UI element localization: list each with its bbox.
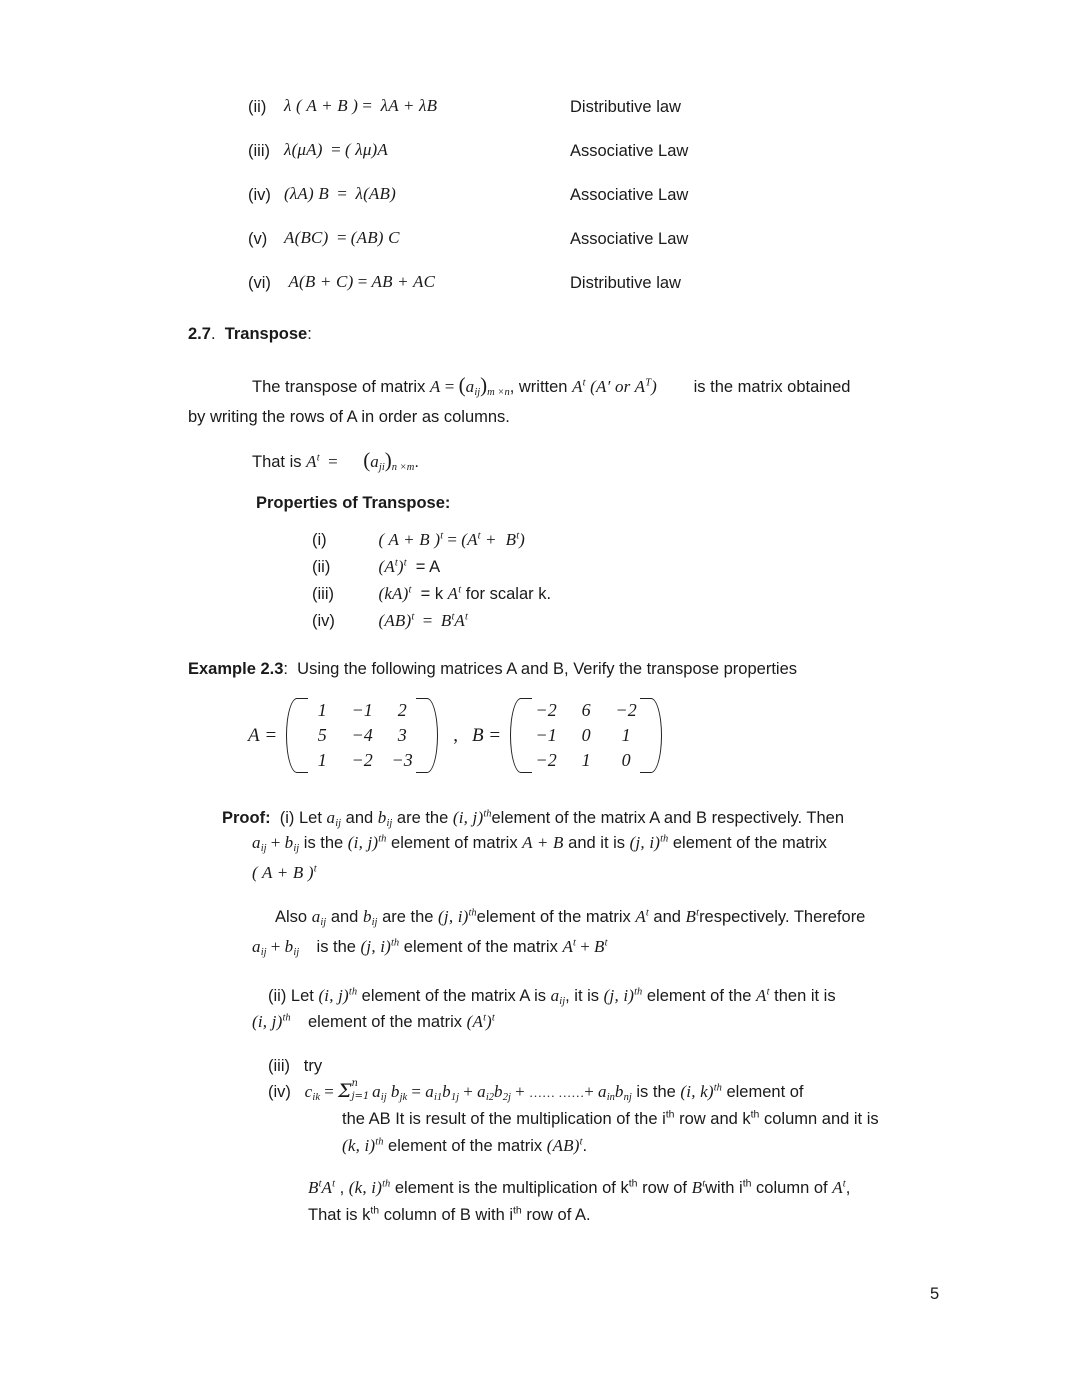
- matrix-cell: 2: [397, 700, 407, 720]
- proof-i-c: are the: [392, 809, 453, 827]
- proof-also-line-1: Also $a_{ij}$ and $b_{ij}$ are the (j, i)$^{th}$element of the matrix $A^t$ and $B^trespectively$. Therefore: [275, 907, 866, 928]
- definition-text-a: The transpose of matrix: [252, 378, 430, 396]
- proof-i2-c: A + B: [522, 833, 564, 852]
- matrix-cell: −2: [615, 700, 637, 720]
- matrix-cell: 6: [581, 700, 591, 720]
- law-row: [248, 186, 948, 230]
- law-equation: A(BC) = (AB) C: [284, 228, 400, 247]
- summation-icon: Σ n j=1: [338, 1078, 370, 1102]
- proof-iii-line: [268, 1057, 322, 1076]
- proof-also2-b: element of the matrix: [399, 938, 563, 956]
- proof-last2-c: row of A.: [521, 1206, 591, 1224]
- property-item: [312, 530, 551, 557]
- matrix-cell: −1: [535, 725, 557, 745]
- proof-i2-e: element of the matrix: [668, 834, 827, 852]
- law-name: Distributive law: [570, 98, 681, 116]
- proof-i2-a: is the: [299, 834, 348, 852]
- proof-iv-line-2: the AB It is result of the multiplication of the $i^{th}$ row and $k^{th}$ column and it is: [342, 1108, 879, 1128]
- property-scalar-suffix: for scalar k.: [465, 585, 552, 603]
- matrix-a: [283, 697, 441, 774]
- example-text: Using the following matrices A and B, Verify the transpose properties: [297, 660, 798, 678]
- property-equation: ( A + B )$^t = (A^t + B^t)$: [378, 530, 525, 549]
- example-colon: :: [283, 660, 288, 678]
- law-label: (iii): [248, 142, 270, 160]
- law-label: (v): [248, 230, 268, 248]
- proof-last-f: ,: [845, 1179, 851, 1197]
- law-equation: λ ( A + B ) = λA + λB: [284, 96, 438, 115]
- matrix-cell: 0: [581, 725, 591, 745]
- proof-iv-tail-a: is the: [631, 1083, 681, 1101]
- transpose-that-is-line: That is $A^t$ = $(a_{ji})_{n \times m}$.: [252, 448, 419, 473]
- definition-text-c: , written: [509, 378, 573, 396]
- matrix-b-name: B =: [471, 724, 502, 746]
- proof-iii-label: (iii): [268, 1057, 290, 1075]
- example-heading: [188, 660, 797, 679]
- proof-ii-e: then it is: [769, 987, 836, 1005]
- section-heading-transpose: 2.7. Transpose:: [188, 325, 312, 343]
- proof-iv-tail-b: element of: [721, 1083, 804, 1101]
- proof-last-e: column of: [751, 1179, 833, 1197]
- law-row: [248, 230, 948, 274]
- proof-ii-d: element of the: [642, 987, 757, 1005]
- proof-i-a: (i) Let: [279, 809, 327, 827]
- definition-subscript-mn: m ×n: [487, 387, 510, 398]
- law-row: [248, 274, 948, 318]
- proof-ii-a: (ii) Let: [268, 987, 319, 1005]
- proof-iv2-c: column and it is: [759, 1110, 879, 1128]
- proof-last-b: element is the multiplication of k: [390, 1179, 629, 1197]
- proof-iv-label: (iv): [268, 1083, 291, 1101]
- proof-iii-text: try: [303, 1057, 323, 1075]
- proof-also-d: element of the matrix: [476, 908, 636, 926]
- matrix-a-grid: [296, 697, 428, 774]
- properties-heading: Properties of Transpose:: [256, 494, 451, 512]
- transpose-definition-line1: The transpose of matrix $A = (a_{ij})_{m \times n}$, written $A^t$ (A′ or $A^T$) is the matrix obtained: [252, 373, 851, 398]
- that-is-period: .: [414, 453, 419, 471]
- example-label: Example 2.3: [188, 660, 284, 678]
- law-name: Associative Law: [570, 186, 689, 204]
- law-row: [248, 142, 948, 186]
- property-equation: (kA)$^t$ = k $A^t$ for scalar k.: [378, 584, 552, 603]
- proof-ii-c: , it is: [565, 987, 604, 1005]
- proof-line-3: ( A + B )$^t$: [252, 863, 317, 882]
- right-paren-a: [428, 697, 441, 774]
- law-label: (iv): [248, 186, 271, 204]
- that-is-label: That is: [252, 453, 307, 471]
- proof-last2-a: That is k: [308, 1206, 371, 1224]
- matrix-cell: 1: [317, 750, 327, 770]
- scalar-multiplication-laws-list: [248, 98, 948, 318]
- property-equation: $(AB)^t = B^tA^t$: [378, 611, 468, 630]
- proof-also-e: and: [648, 908, 686, 926]
- section-colon: :: [307, 325, 312, 343]
- law-row: [248, 98, 948, 142]
- property-label: (i): [312, 531, 327, 549]
- proof-line-1: Proof: (i) Let $a_{ij}$ and $b_{ij}$ are the (i, j)$^{th}$element of the matrix A and B respectively. Then: [222, 808, 844, 829]
- proof-i2-b: element of matrix: [386, 834, 523, 852]
- proof-also-f: respectively. Therefore: [699, 908, 866, 926]
- property-item: [312, 557, 551, 584]
- law-equation: A(B + C) = AB + AC: [284, 272, 436, 291]
- property-item: [312, 611, 551, 638]
- proof-iv2-a: the AB It is result of the multiplication of the i: [342, 1110, 666, 1128]
- proof-last2-b: column of B with i: [379, 1206, 514, 1224]
- matrix-cell: 1: [317, 700, 327, 720]
- proof-iv-line-1: (iv) $c_{ik} = \Sigma$ n j=1 $a_{ij}$ $b_{jk} = a_{i1}b_{1j} + a_{i2}b_{2j}$ + …… ……+ $a_{in}b_{nj}$ is the (i, k)$^{th}$ element of: [268, 1078, 804, 1103]
- proof-i-d: element of the matrix A and B respectively. Then: [491, 809, 844, 827]
- proof-i-b: and: [341, 809, 378, 827]
- property-equation: $(A^t)^t = A$: [378, 557, 441, 576]
- section-number: 2.7: [188, 325, 211, 343]
- property-label: (iv): [312, 612, 335, 630]
- matrix-cell: −2: [351, 750, 373, 770]
- law-name: Distributive law: [570, 274, 681, 292]
- proof-iv-line-3: (k, i)$^{th}$ element of the matrix (AB)$^t$.: [342, 1136, 588, 1155]
- matrix-cell: 5: [317, 725, 327, 745]
- proof-last-a: ,: [335, 1179, 349, 1197]
- property-label: (iii): [312, 585, 334, 603]
- proof-last-c: row of: [637, 1179, 692, 1197]
- property-label: (ii): [312, 558, 331, 576]
- proof-also-c: are the: [377, 908, 439, 926]
- properties-list: [312, 530, 551, 638]
- left-paren-a: [283, 697, 296, 774]
- example-matrices: [248, 697, 665, 774]
- matrix-cell: 1: [621, 725, 631, 745]
- proof-last-d: with i: [705, 1179, 743, 1197]
- proof-also-a: Also: [275, 908, 312, 926]
- law-label: (ii): [248, 98, 267, 116]
- matrix-a-name: A =: [248, 724, 278, 746]
- matrix-separator: ,: [453, 724, 458, 746]
- proof-also2-a: is the: [311, 938, 361, 956]
- law-name: Associative Law: [570, 142, 689, 160]
- proof-label: Proof:: [222, 809, 271, 827]
- matrix-b-grid: [520, 697, 652, 774]
- matrix-cell: −2: [535, 700, 557, 720]
- proof-ii-line-1: (ii) Let (i, j)$^{th}$ element of the matrix A is $a_{ij}$, it is (j, i)$^{th}$ element of the $A^t$ then it is: [268, 986, 836, 1007]
- proof-iv3-b: .: [582, 1137, 588, 1155]
- proof-ii2-a: element of the matrix: [303, 1013, 467, 1031]
- proof-final-line-1: $B^tA^t$ , (k, i)$^{th}$ element is the multiplication of $k^{th}$ row of $B^twith$ $i^{th}$ column of $A^t$,: [308, 1177, 851, 1197]
- section-title: Transpose: [224, 325, 308, 343]
- page-number: 5: [930, 1285, 940, 1303]
- right-paren-b: [652, 697, 665, 774]
- that-is-subscript-nm: n ×m: [391, 462, 415, 473]
- proof-also-line-2: $a_{ij} + b_{ij}$ is the (j, i)$^{th}$ element of the matrix $A^t + B^t$: [252, 937, 608, 958]
- proof-also-b: and: [326, 908, 363, 926]
- matrix-cell: −4: [351, 725, 373, 745]
- matrix-cell: 3: [397, 725, 407, 745]
- law-label: (vi): [248, 274, 271, 292]
- proof-ii-line-2: (i, j)$^{th}$ element of the matrix $(A^t)^t$: [252, 1012, 495, 1031]
- law-name: Associative Law: [570, 230, 689, 248]
- proof-final-line-2: That is $k^{th}$ column of B with $i^{th}$ row of A.: [308, 1204, 591, 1224]
- transpose-definition-line2: by writing the rows of A in order as columns.: [188, 408, 510, 426]
- sum-upper-limit: n: [351, 1078, 358, 1089]
- property-item: [312, 584, 551, 611]
- law-equation: (λA) B = λ(AB): [284, 184, 396, 203]
- matrix-b: [507, 697, 665, 774]
- law-equation: λ(μA) = ( λμ)A: [284, 140, 389, 159]
- proof-iv-dots: …… ……: [528, 1085, 585, 1100]
- matrix-cell: −3: [391, 750, 413, 770]
- proof-ii-b: element of the matrix A is: [357, 987, 551, 1005]
- proof-iv3-a: element of the matrix: [383, 1137, 547, 1155]
- matrix-cell: −2: [535, 750, 557, 770]
- proof-i2-d: and it is: [563, 834, 630, 852]
- definition-text-g: is the matrix obtained: [693, 378, 851, 396]
- matrix-cell: −1: [351, 700, 373, 720]
- proof-iv2-b: row and k: [674, 1110, 751, 1128]
- proof-line-2: $a_{ij} + b_{ij}$ is the (i, j)$^{th}$ element of matrix A + B and it is (j, i)$^{th}$ element of the matrix: [252, 833, 827, 854]
- matrix-cell: 1: [581, 750, 591, 770]
- sum-lower-limit: j=1: [351, 1091, 370, 1102]
- matrix-cell: 0: [621, 750, 631, 770]
- left-paren-b: [507, 697, 520, 774]
